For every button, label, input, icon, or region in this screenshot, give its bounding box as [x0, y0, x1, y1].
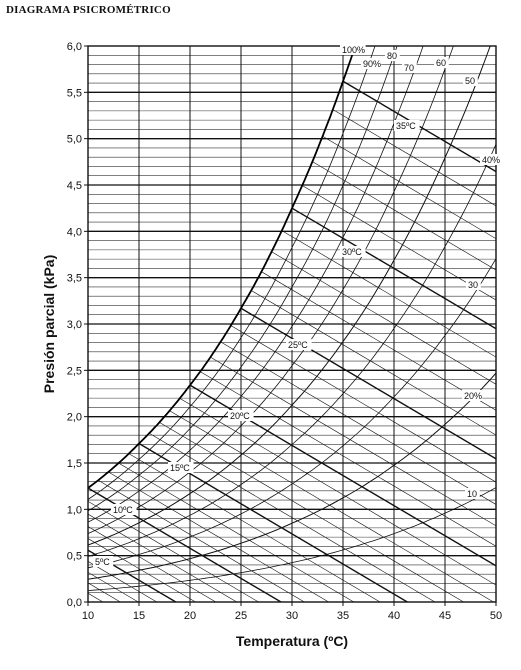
rh-label: 90% [363, 59, 382, 69]
y-tick-label: 6,0 [66, 41, 82, 53]
x-tick-label: 35 [336, 610, 350, 622]
y-axis-title: Presión parcial (kPa) [41, 254, 57, 394]
x-tick-label: 25 [234, 610, 248, 622]
x-axis-ticks [82, 602, 502, 622]
wet-bulb-label: 5ºC [95, 557, 110, 567]
y-tick-label: 3,5 [66, 272, 82, 285]
y-tick-label: 0,5 [66, 550, 82, 563]
y-tick-label: 4,0 [66, 226, 82, 239]
y-tick-label: 1,5 [66, 458, 82, 470]
x-tick-label: 30 [285, 610, 299, 622]
wet-bulb-label: 20ºC [230, 411, 250, 421]
wet-bulb-label: 10ºC [113, 505, 133, 515]
wet-bulb-label: 25ºC [288, 340, 308, 350]
wet-bulb-label: 30ºC [342, 247, 362, 257]
y-tick-label: 5,0 [66, 133, 82, 146]
y-tick-label: 1,0 [66, 504, 82, 517]
x-tick-label: 20 [183, 610, 197, 622]
y-axis-ticks [67, 41, 88, 609]
rh-label: 30 [468, 280, 479, 290]
x-tick-label: 15 [132, 610, 146, 622]
y-tick-label: 5,5 [66, 87, 82, 100]
rh-label: 80 [387, 51, 398, 61]
y-tick-label: 4,5 [66, 180, 82, 192]
x-tick-label: 10 [81, 610, 95, 622]
rh-label: 40% [482, 155, 501, 165]
wet-bulb-label: 35ºC [396, 121, 416, 131]
x-tick-label: 40 [387, 610, 401, 622]
rh-label: 10 [467, 489, 478, 499]
x-tick-label: 50 [489, 610, 503, 622]
rh-label: 100% [342, 45, 366, 55]
y-tick-label: 0,0 [66, 597, 82, 609]
x-axis-title: Temperatura (ºC) [235, 633, 349, 649]
y-tick-label: 2,0 [66, 411, 82, 424]
rh-label: 20% [464, 391, 483, 401]
rh-label: 70 [404, 63, 415, 73]
y-tick-label: 2,5 [66, 365, 82, 378]
rh-label: 60 [436, 58, 447, 68]
rh-label: 50 [465, 76, 476, 86]
y-tick-label: 3,0 [66, 319, 82, 331]
wet-bulb-label: 15ºC [170, 463, 190, 473]
page-title: DIAGRAMA PSICROMÉTRICO [6, 4, 171, 16]
x-tick-label: 45 [438, 610, 452, 622]
